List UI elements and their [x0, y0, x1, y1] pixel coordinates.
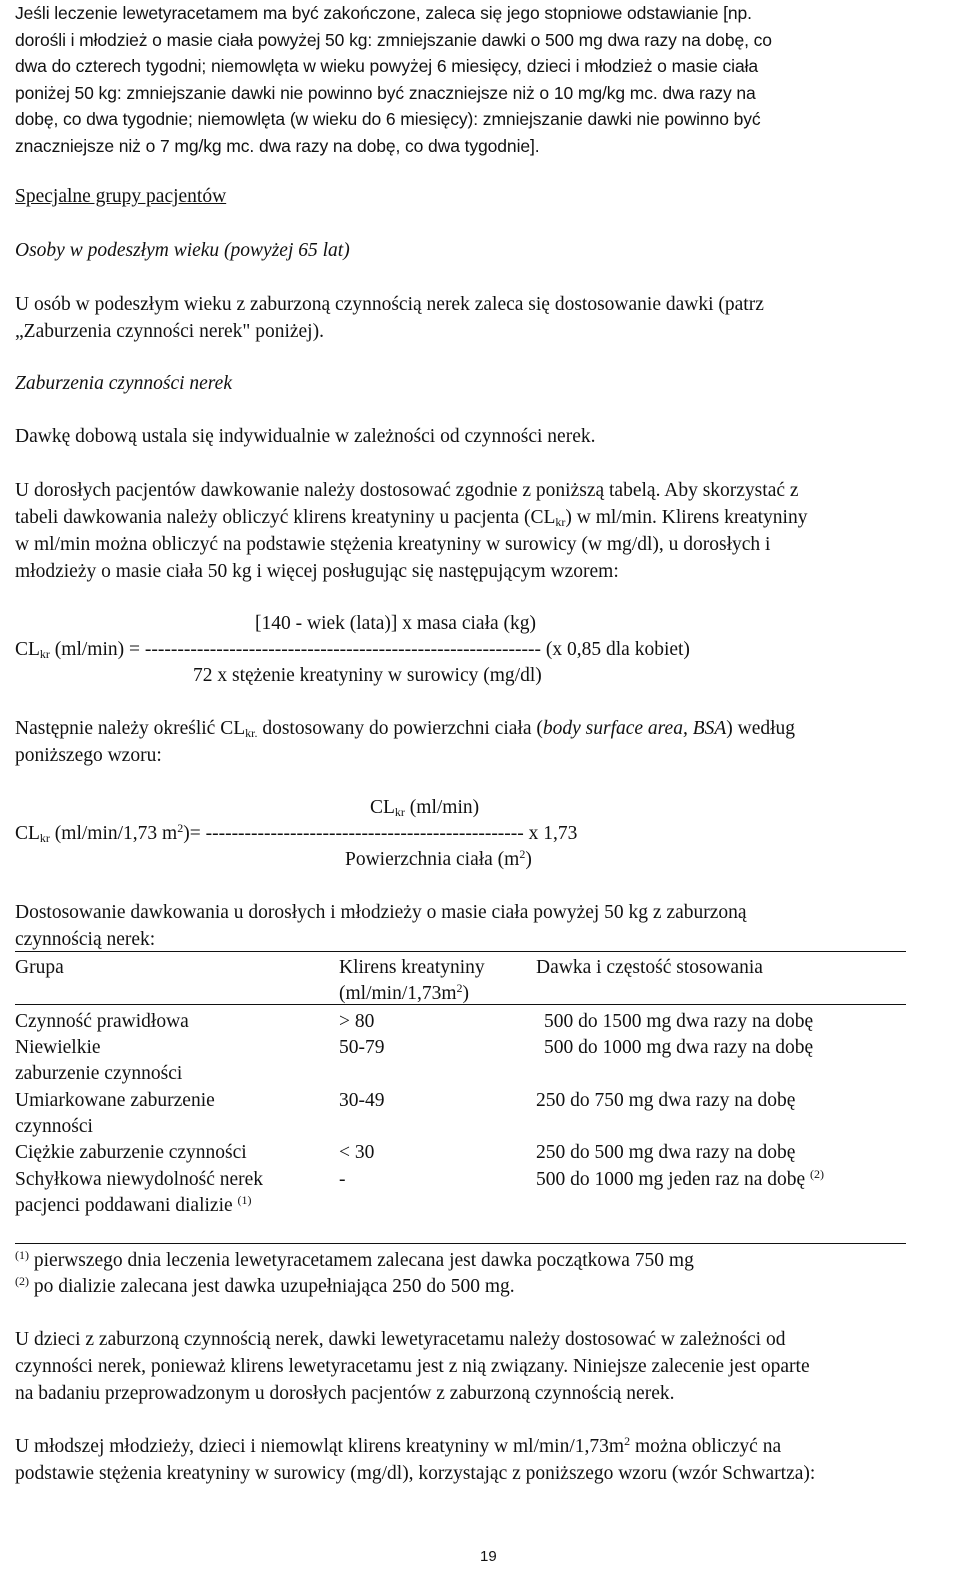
table-bottom-rule	[15, 1243, 906, 1244]
table-cell-group: Czynność prawidłowa	[15, 1011, 189, 1032]
formula-1-main-line: $CL_{kr}$ (ml/min) = ------------------------------------------------------------- (x 0,85 dla kobiet)	[15, 639, 690, 661]
intro-line: dobę, co dwa tygodnie; niemowlęta (w wieku do 6 miesięcy): zmniejszanie dawki nie powinno być	[15, 109, 761, 129]
table-cell-group: Ciężkie zaburzenie czynności	[15, 1142, 247, 1163]
table-cell-dose: 500 do 1000 mg jeden raz na dobę $^{(2)}$	[536, 1167, 825, 1190]
table-cell-group: Niewielkie	[15, 1037, 101, 1058]
children-line: U dzieci z zaburzoną czynnością nerek, dawki lewetyracetamu należy dostosować w zależności od	[15, 1329, 786, 1350]
bsa-line: Następnie należy określić $CL_{kr.}$ dostosowany do powierzchni ciała (body surface area, BSA) według	[15, 718, 796, 740]
elderly-text-line: U osób w podeszłym wieku z zaburzoną czynnością nerek zaleca się dostosowanie dawki (patrz	[15, 294, 764, 315]
table-cell-dose: 500 do 1000 mg dwa razy na dobę	[544, 1037, 814, 1058]
table-top-rule	[15, 951, 906, 952]
intro-line: poniżej 50 kg: zmniejszanie dawki nie powinno być znaczniejsze niż o 10 mg/kg mc. dwa razy na	[15, 82, 756, 103]
renal-p2-line: tabeli dawkowania należy obliczyć klirens kreatyniny u pacjenta $(CL_{kr})$ w ml/min. Klirens kreatyniny	[15, 507, 808, 529]
table-header-clearance-unit: $(ml/\min/1,73m^2)$	[339, 981, 470, 1004]
table-header-clearance: Klirens kreatyniny	[339, 957, 485, 978]
table-cell-clearance: > 80	[339, 1011, 375, 1032]
table-cell-clearance: 30-49	[339, 1090, 385, 1111]
section-title: Specjalne grupy pacjentów	[15, 186, 227, 207]
formula-1-numerator: [140 - wiek (lata)] x masa ciała (kg)	[255, 613, 536, 634]
footnote: $^{(1)}$ pierwszego dnia leczenia lewetyracetamem zalecana jest dawka początkowa 750 mg	[15, 1248, 694, 1271]
intro-line: Jeśli leczenie lewetyracetamem ma być zakończone, zaleca się jego stopniowe odstawianie [np.	[15, 3, 752, 23]
table-cell-clearance: 50-79	[339, 1037, 385, 1058]
renal-p2-line: U dorosłych pacjentów dawkowanie należy dostosować zgodnie z poniższą tabelą. Aby skorzystać z	[15, 480, 799, 501]
intro-paragraph	[15, 0, 772, 159]
intro-line: znaczniejsze niż o 7 mg/kg mc. dwa razy na dobę, co dwa tygodnie].	[15, 135, 540, 156]
young-line: U młodszej młodzieży, dzieci i niemowląt klirens kreatyniny w $ml/\min/1,73m^2$ można obliczyć na	[15, 1434, 782, 1457]
table-header-rule	[15, 1004, 906, 1005]
children-line: czynności nerek, ponieważ klirens lewetyracetamu jest z nią związany. Niniejsze zalecenie jest oparte	[15, 1356, 810, 1377]
table-cell-clearance: < 30	[339, 1142, 375, 1163]
table-cell-group: czynności	[15, 1116, 93, 1137]
table-cell-group: Schyłkowa niewydolność nerek	[15, 1169, 264, 1190]
table-caption-line: czynnością nerek:	[15, 929, 156, 950]
renal-paragraph-1: Dawkę dobową ustala się indywidualnie w zależności od czynności nerek.	[15, 426, 596, 447]
bsa-line: poniższego wzoru:	[15, 745, 162, 766]
formula-1-denominator: 72 x stężenie kreatyniny w surowicy (mg/dl)	[193, 665, 542, 686]
table-cell-dose: 500 do 1500 mg dwa razy na dobę	[544, 1011, 814, 1032]
formula-2-numerator: $CL_{kr}$ (ml/min)	[370, 797, 480, 819]
renal-p2-line: młodzieży o masie ciała 50 kg i więcej posługując się następującym wzorem:	[15, 561, 619, 582]
table-cell-group: zaburzenie czynności	[15, 1063, 183, 1084]
table-header-group: Grupa	[15, 957, 64, 978]
table-header-dose: Dawka i częstość stosowania	[536, 957, 763, 978]
renal-p2-line: w ml/min można obliczyć na podstawie stężenia kreatyniny w surowicy (w mg/dl), u dorosłych i	[15, 534, 771, 555]
table-cell-dose: 250 do 750 mg dwa razy na dobę	[536, 1090, 796, 1111]
table-cell-group: pacjenci poddawani dializie $^{(1)}$	[15, 1193, 252, 1216]
formula-2-main-line: $CL_{kr}$ (ml/min/1,73 $m^2)=$ ------------------------------------------------- x 1,73	[15, 821, 578, 845]
elderly-heading: Osoby w podeszłym wieku (powyżej 65 lat)	[15, 240, 350, 261]
young-line: podstawie stężenia kreatyniny w surowicy (mg/dl), korzystając z poniższego wzoru (wzór Schwartza):	[15, 1463, 816, 1484]
page-number: 19	[480, 1548, 497, 1565]
elderly-text-line: „Zaburzenia czynności nerek" poniżej).	[15, 321, 324, 342]
intro-line: dorośli i młodzież o masie ciała powyżej 50 kg: zmniejszanie dawki o 500 mg dwa razy na dobę, co	[15, 29, 772, 50]
table-cell-group: Umiarkowane zaburzenie	[15, 1090, 215, 1111]
table-cell-dose: 250 do 500 mg dwa razy na dobę	[536, 1142, 796, 1163]
footnote: $^{(2)}$ po dializie zalecana jest dawka uzupełniająca 250 do 500 mg.	[15, 1274, 515, 1297]
renal-heading: Zaburzenia czynności nerek	[15, 373, 232, 394]
table-caption-line: Dostosowanie dawkowania u dorosłych i młodzieży o masie ciała powyżej 50 kg z zaburzoną	[15, 902, 747, 923]
intro-line: dwa do czterech tygodni; niemowlęta w wieku powyżej 6 miesięcy, dzieci i młodzież o masie ciała	[15, 56, 759, 76]
formula-2-denominator: Powierzchnia ciała $(m^2)$	[345, 847, 532, 870]
table-cell-clearance: -	[339, 1169, 346, 1190]
children-line: na badaniu przeprowadzonym u dorosłych pacjentów z zaburzoną czynnością nerek.	[15, 1383, 675, 1404]
